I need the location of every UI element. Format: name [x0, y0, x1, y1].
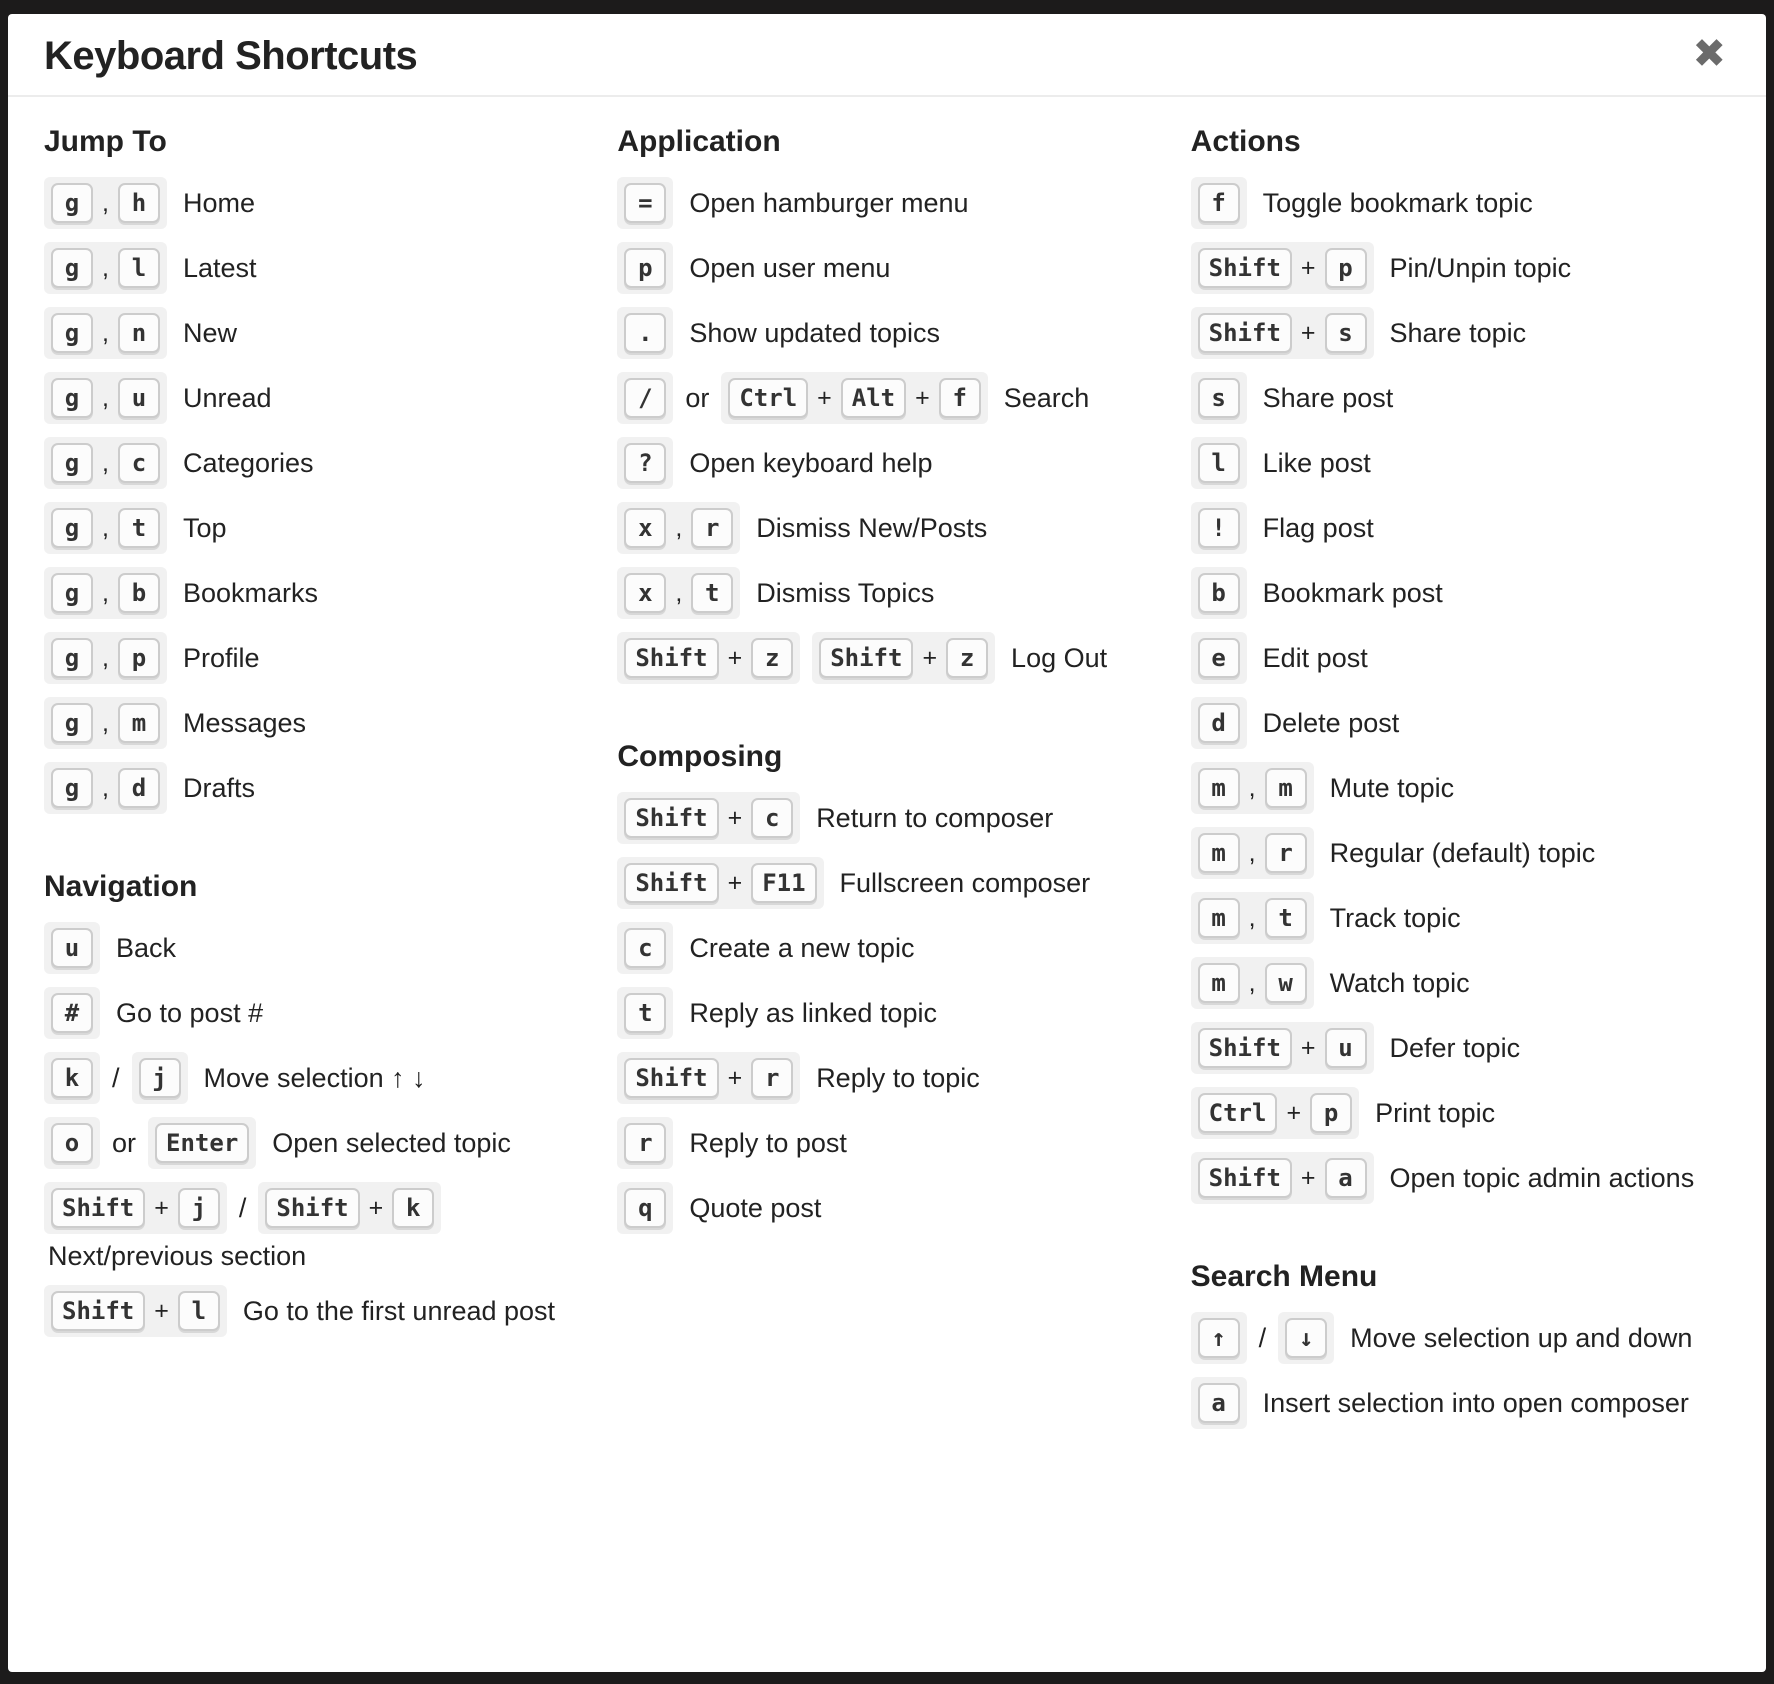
key-o: o [51, 1123, 93, 1163]
shortcut-row [1191, 827, 1730, 879]
key-separator: + [154, 1193, 169, 1222]
shortcut-row [617, 567, 1156, 619]
shortcut-row [1191, 762, 1730, 814]
key-c: c [118, 443, 160, 483]
key-l: l [178, 1291, 220, 1331]
key-f: f [939, 378, 981, 418]
shortcut-row [1191, 1087, 1730, 1139]
key-group [617, 502, 740, 554]
shortcut-row [44, 437, 583, 489]
key-s: s [1198, 378, 1240, 418]
key-shift: Shift [265, 1188, 359, 1228]
key-group [44, 632, 167, 684]
shortcut-label: New [182, 317, 237, 348]
shortcut-label: Watch topic [1329, 967, 1470, 998]
shortcut-label: Edit post [1262, 642, 1368, 673]
shortcut-row [44, 1285, 583, 1337]
section-title: Actions [1190, 125, 1301, 158]
section-search-menu [1191, 1262, 1730, 1429]
key-x: x [624, 508, 666, 548]
key-n: n [118, 313, 160, 353]
key-group [44, 1285, 227, 1337]
key-group [1191, 1312, 1247, 1364]
shortcut-label: Categories [182, 447, 314, 478]
shortcut-row [617, 307, 1156, 359]
key-separator: + [727, 1063, 743, 1092]
modal-body [8, 97, 1766, 1672]
key-separator: + [1300, 253, 1316, 282]
key-r: r [624, 1123, 666, 1163]
shortcut-label: Bookmarks [182, 577, 318, 608]
key-group [721, 372, 987, 424]
shortcut-label: Reply to topic [816, 1062, 980, 1093]
shortcut-label: Mute topic [1329, 772, 1455, 803]
key-group [44, 1117, 100, 1169]
shortcut-row [44, 242, 583, 294]
key-shift: Shift [624, 798, 718, 838]
key-separator: , [102, 643, 109, 672]
key-m: m [1198, 963, 1240, 1003]
key-group [617, 307, 673, 359]
key-group [44, 567, 167, 619]
key-j: j [139, 1058, 181, 1098]
shortcut-label: Regular (default) topic [1329, 837, 1596, 868]
key-g: g [51, 508, 93, 548]
key-m: m [1265, 768, 1307, 808]
key-separator: , [102, 578, 109, 607]
key-g: g [51, 768, 93, 808]
key-separator: + [922, 643, 938, 672]
key-group [44, 1052, 100, 1104]
key-group [617, 792, 800, 844]
key-separator: , [1248, 903, 1256, 932]
key-group [1191, 307, 1374, 359]
key-separator: , [1248, 968, 1256, 997]
key-group [44, 987, 100, 1039]
key-group [1191, 1087, 1359, 1139]
section-application [617, 127, 1156, 684]
shortcut-row [44, 632, 583, 684]
key-separator: + [1286, 1098, 1302, 1127]
key-p: p [1310, 1093, 1352, 1133]
key-group [1191, 502, 1247, 554]
shortcut-row [44, 307, 583, 359]
shortcut-row [617, 922, 1156, 974]
key-arrow-down: ↓ [1285, 1318, 1327, 1358]
key-t: t [118, 508, 160, 548]
key-g: g [51, 443, 93, 483]
key-group [617, 437, 673, 489]
shortcut-label: Flag post [1262, 512, 1374, 543]
key-a: a [1198, 1383, 1240, 1423]
shortcut-label: Quote post [689, 1192, 822, 1223]
key-d: d [118, 768, 160, 808]
shortcut-label: Open selected topic [272, 1127, 511, 1158]
key-p: p [624, 248, 666, 288]
key-separator: , [102, 773, 109, 802]
key-group [44, 307, 167, 359]
key-g: g [51, 248, 93, 288]
combo-separator: / [112, 1062, 120, 1093]
shortcut-label: Top [182, 512, 227, 543]
shortcut-row [44, 922, 583, 974]
key-separator: + [1300, 1033, 1316, 1062]
shortcut-label: Latest [182, 252, 257, 283]
shortcut-row [44, 762, 583, 814]
keyboard-shortcuts-modal [8, 14, 1766, 1672]
key-group [1191, 242, 1374, 294]
section-title: Navigation [44, 870, 198, 903]
shortcut-label: Create a new topic [689, 932, 915, 963]
shortcut-row [617, 1052, 1156, 1104]
shortcut-label: Move selection ↑ ↓ [203, 1062, 426, 1093]
shortcut-label: Reply as linked topic [689, 997, 937, 1028]
key-group [44, 697, 167, 749]
shortcut-label: Log Out [1011, 642, 1108, 673]
shortcut-row [44, 1052, 583, 1104]
modal-title: Keyboard Shortcuts [44, 34, 418, 78]
key-s: s [1325, 313, 1367, 353]
key-group [617, 987, 673, 1039]
key-l: l [1198, 443, 1240, 483]
shortcut-label: Bookmark post [1262, 577, 1443, 608]
key-question: ? [624, 443, 666, 483]
key-group [44, 502, 167, 554]
key-e: e [1198, 638, 1240, 678]
key-separator: , [102, 513, 109, 542]
key-shift: Shift [624, 863, 718, 903]
key-shift: Shift [51, 1188, 145, 1228]
shortcut-row [1191, 632, 1730, 684]
section-jump-to [44, 127, 583, 814]
key-shift: Shift [1198, 1028, 1292, 1068]
key-g: g [51, 703, 93, 743]
key-separator: + [154, 1296, 169, 1325]
shortcut-row [617, 177, 1156, 229]
key-group [1191, 437, 1247, 489]
key-k: k [392, 1188, 434, 1228]
key-d: d [1198, 703, 1240, 743]
key-g: g [51, 378, 93, 418]
key-r: r [751, 1058, 793, 1098]
key-group [617, 632, 800, 684]
key-group [1191, 1022, 1374, 1074]
shortcut-label: Delete post [1262, 707, 1400, 738]
key-period: . [624, 313, 666, 353]
shortcut-row [617, 1117, 1156, 1169]
key-separator: , [675, 513, 683, 542]
key-group [1278, 1312, 1334, 1364]
shortcut-label: Open keyboard help [689, 447, 933, 478]
key-x: x [624, 573, 666, 613]
key-group [258, 1182, 441, 1234]
shortcut-row [617, 632, 1156, 684]
key-c: c [624, 928, 666, 968]
shortcut-row [44, 502, 583, 554]
key-m: m [1198, 898, 1240, 938]
section-title: Search Menu [1190, 1260, 1378, 1293]
shortcut-row [44, 177, 583, 229]
key-m: m [118, 703, 160, 743]
column-middle [617, 127, 1156, 1247]
key-l: l [118, 248, 160, 288]
shortcut-row [617, 1182, 1156, 1234]
shortcut-label: Share topic [1389, 317, 1527, 348]
shortcut-row [1191, 1022, 1730, 1074]
key-k: k [51, 1058, 93, 1098]
key-u: u [1325, 1028, 1367, 1068]
section-title: Jump To [44, 125, 167, 158]
key-enter: Enter [155, 1123, 249, 1163]
key-z: z [751, 638, 793, 678]
key-group [617, 1117, 673, 1169]
key-r: r [691, 508, 733, 548]
shortcut-label: Reply to post [689, 1127, 847, 1158]
key-group [617, 1182, 673, 1234]
key-group [617, 922, 673, 974]
key-group [44, 242, 167, 294]
shortcut-label: Toggle bookmark topic [1262, 187, 1533, 218]
key-group [44, 922, 100, 974]
shortcut-label: Go to the first unread post [242, 1296, 556, 1327]
key-h: h [118, 183, 160, 223]
key-separator: , [102, 383, 109, 412]
shortcut-label: Open topic admin actions [1389, 1162, 1695, 1193]
shortcut-row [1191, 502, 1730, 554]
key-group [44, 762, 167, 814]
key-shift: Shift [819, 638, 913, 678]
key-separator: + [1300, 318, 1316, 347]
key-g: g [51, 183, 93, 223]
shortcut-row [44, 372, 583, 424]
key-separator: , [102, 708, 109, 737]
key-separator: , [102, 318, 109, 347]
shortcut-row [44, 1117, 583, 1169]
shortcut-label: Drafts [182, 772, 255, 803]
combo-separator: or [685, 382, 710, 413]
shortcut-row [617, 502, 1156, 554]
key-p: p [1325, 248, 1367, 288]
combo-separator: / [238, 1192, 247, 1223]
key-arrow-up: ↑ [1198, 1318, 1240, 1358]
key-alt: Alt [841, 378, 906, 418]
key-b: b [1198, 573, 1240, 613]
key-separator: + [368, 1193, 384, 1222]
key-g: g [51, 313, 93, 353]
key-group [617, 372, 673, 424]
key-ctrl: Ctrl [1198, 1093, 1278, 1133]
key-separator: + [727, 803, 743, 832]
shortcut-label: Share post [1262, 382, 1394, 413]
key-u: u [51, 928, 93, 968]
key-group [148, 1117, 256, 1169]
key-group [1191, 567, 1247, 619]
key-group [1191, 1377, 1247, 1429]
shortcut-row [1191, 177, 1730, 229]
key-separator: + [727, 868, 743, 897]
shortcut-label: Dismiss New/Posts [756, 512, 988, 543]
key-group [1191, 762, 1314, 814]
key-separator: , [102, 253, 109, 282]
key-shift: Shift [1198, 313, 1292, 353]
key-group [44, 177, 167, 229]
key-equals: = [624, 183, 666, 223]
shortcut-label: Print topic [1375, 1097, 1496, 1128]
shortcut-row [1191, 1152, 1730, 1204]
key-group [44, 1182, 227, 1234]
key-z: z [946, 638, 988, 678]
key-group [132, 1052, 188, 1104]
shortcut-label: Messages [182, 707, 307, 738]
shortcut-label: Pin/Unpin topic [1389, 252, 1572, 283]
key-p: p [118, 638, 160, 678]
key-shift: Shift [624, 638, 718, 678]
shortcut-row [1191, 892, 1730, 944]
key-group [1191, 177, 1247, 229]
section-actions [1191, 127, 1730, 1204]
key-separator: , [1248, 773, 1256, 802]
key-group [1191, 892, 1314, 944]
key-j: j [178, 1188, 220, 1228]
shortcut-label: Back [116, 932, 177, 963]
key-f: f [1198, 183, 1240, 223]
shortcut-label: Home [182, 187, 255, 218]
shortcut-row [617, 372, 1156, 424]
shortcut-row [44, 1182, 583, 1272]
key-w: w [1265, 963, 1307, 1003]
key-t: t [1265, 898, 1307, 938]
key-group [812, 632, 995, 684]
shortcut-label: Track topic [1329, 902, 1461, 933]
shortcut-row [44, 567, 583, 619]
key-group [617, 567, 740, 619]
key-q: q [624, 1188, 666, 1228]
column-left [44, 127, 583, 1350]
shortcut-label: Search [1003, 382, 1090, 413]
key-t: t [691, 573, 733, 613]
key-separator: , [102, 188, 109, 217]
shortcut-label: Go to post # [116, 997, 264, 1028]
key-separator: , [675, 578, 683, 607]
shortcut-label: Move selection up and down [1350, 1322, 1693, 1353]
key-hash: # [51, 993, 93, 1033]
shortcut-row [1191, 957, 1730, 1009]
key-separator: + [727, 643, 743, 672]
key-group [1191, 632, 1247, 684]
key-separator: + [817, 383, 832, 412]
key-u: u [118, 378, 160, 418]
key-shift: Shift [624, 1058, 718, 1098]
combo-separator: or [112, 1127, 137, 1158]
key-shift: Shift [51, 1291, 145, 1331]
shortcut-row [1191, 437, 1730, 489]
shortcut-row [617, 437, 1156, 489]
shortcut-label: Open hamburger menu [689, 187, 969, 218]
section-composing [617, 742, 1156, 1234]
key-r: r [1265, 833, 1307, 873]
shortcut-label: Defer topic [1389, 1032, 1521, 1063]
section-title: Composing [617, 740, 783, 773]
shortcut-row [1191, 697, 1730, 749]
shortcut-label: Unread [182, 382, 272, 413]
key-exclamation: ! [1198, 508, 1240, 548]
shortcut-label: Dismiss Topics [756, 577, 935, 608]
key-group [44, 437, 167, 489]
key-m: m [1198, 768, 1240, 808]
key-shift: Shift [1198, 1158, 1292, 1198]
modal-header [8, 14, 1766, 97]
key-group [617, 1052, 800, 1104]
shortcut-label: Next/previous section [48, 1241, 307, 1271]
close-icon[interactable]: ✖ [1688, 32, 1730, 76]
shortcut-row [1191, 242, 1730, 294]
key-group [617, 242, 673, 294]
shortcut-row [1191, 307, 1730, 359]
shortcut-row [617, 857, 1156, 909]
shortcut-row [617, 987, 1156, 1039]
shortcut-row [1191, 372, 1730, 424]
shortcut-row [1191, 1377, 1730, 1429]
key-group [1191, 1152, 1374, 1204]
key-group [1191, 957, 1314, 1009]
shortcut-label: Return to composer [816, 802, 1054, 833]
key-slash: / [624, 378, 666, 418]
key-group [44, 372, 167, 424]
shortcut-row [1191, 567, 1730, 619]
key-g: g [51, 573, 93, 613]
shortcut-label: Insert selection into open composer [1262, 1387, 1689, 1418]
shortcut-label: Like post [1262, 447, 1371, 478]
key-group [617, 177, 673, 229]
key-separator: + [1300, 1163, 1316, 1192]
key-g: g [51, 638, 93, 678]
combo-separator: / [1258, 1322, 1267, 1353]
key-shift: Shift [1198, 248, 1292, 288]
shortcut-row [1191, 1312, 1730, 1364]
key-separator: + [915, 383, 930, 412]
key-group [1191, 827, 1314, 879]
column-right [1191, 127, 1730, 1442]
key-t: t [624, 993, 666, 1033]
key-separator: , [102, 448, 109, 477]
key-a: a [1325, 1158, 1367, 1198]
shortcut-row [617, 242, 1156, 294]
key-group [1191, 372, 1247, 424]
shortcut-row [617, 792, 1156, 844]
section-title: Application [617, 125, 781, 158]
key-group [1191, 697, 1247, 749]
section-navigation [44, 872, 583, 1337]
shortcut-label: Open user menu [689, 252, 891, 283]
key-group [617, 857, 823, 909]
shortcut-label: Fullscreen composer [839, 867, 1091, 898]
key-c: c [751, 798, 793, 838]
shortcut-row [44, 697, 583, 749]
key-separator: , [1248, 838, 1256, 867]
shortcut-label: Show updated topics [689, 317, 941, 348]
shortcut-row [44, 987, 583, 1039]
key-b: b [118, 573, 160, 613]
shortcut-label: Profile [182, 642, 260, 673]
key-f11: F11 [751, 863, 816, 903]
key-m: m [1198, 833, 1240, 873]
key-ctrl: Ctrl [728, 378, 808, 418]
